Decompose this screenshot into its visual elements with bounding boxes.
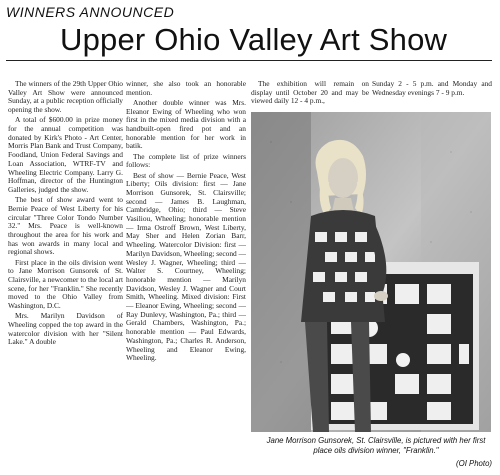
article-column-3 xyxy=(251,80,369,108)
photo-credit: (OI Photo) xyxy=(456,459,492,468)
paragraph: First place in the oils division went to Jane Morrison Gunsorek of St. Clairsville, a newcomer to the local art scene, for her "Franklin." She recently moved to the Ohio Valley from Washington, D.C. xyxy=(8,257,123,311)
kicker: WINNERS ANNOUNCED xyxy=(6,4,175,20)
headline-rule xyxy=(6,60,492,61)
paragraph: The best of show award went to Bernie Peace of West Liberty for his circular "Three Color Tondo Number 32." Mrs. Peace is well-known throughout the area for his work and has won awards in many local and regional shows. xyxy=(8,195,123,257)
paragraph: Sunday 2 - 5 p.m. and Monday and Wednesday evenings 7 - 9 p.m. xyxy=(372,80,492,97)
paragraph: Best of show — Bernie Peace, West Liberty; Oils division: first — Jane Morrison Gunsorek, St. Clairsville; second — James B. Laughman, Cambridge, Ohio; third — Steve Vasiliou, Wheeling; honorable mention — Irma Ostroff Brown, West Liberty, May Sher and Helen Zorian Barr, Wheeling. Watercolor Division: first — Marilyn Davidson, Wheeling; second — Wesley J. Wagner, Wheeling; third — Walter S. Courtney, Wheeling; honorable mention — Marilyn Davidson, Wesley J. Wagner and Court Smith, Wheeling. Mixed division: First — Eleanor Ewing, Wheeling; second — Ray Dunlevy, Washington, Pa.; third — Gerald Chambers, Washington, Pa.; honorable mention — Paul Edwards, Washington, Pa.; Charles R. Anderson, Wheeling and Eleanor Ewing, Wheeling. xyxy=(126,170,246,363)
headline: Upper Ohio Valley Art Show xyxy=(60,22,448,57)
paragraph: Another double winner was Mrs. Eleanor Ewing of Wheeling who won first in the mixed media division with a handbuilt-open fired pot and an honorable mention for her work in batik. xyxy=(126,97,246,151)
article-column-1 xyxy=(8,80,123,458)
article-column-2 xyxy=(126,80,246,440)
photo-illustration xyxy=(251,112,491,432)
photo-caption: Jane Morrison Gunsorek, St. Clairsville, is pictured with her first place oils division winner, "Franklin." xyxy=(266,436,486,455)
news-photo xyxy=(251,112,491,432)
paragraph: The winners of the 29th Upper Ohio Valley Art Show were announced Sunday, at a public reception officially opening the show. xyxy=(8,80,123,115)
paragraph: A total of $600.00 in prize money for the annual competition was donated by Kirk's Photo - Art Center, Morris Plan Bank and Trust Company, Foodland, Union Federal Savings and Loan Association, WTRF-TV and Wheeling Electric Company. Larry G. Hoffman, director of the Huntington Galleries, judged the show. xyxy=(8,115,123,194)
paragraph: The exhibition will remain on display until October 20 and may be viewed daily 12 - 4 p.m., xyxy=(251,80,369,106)
paragraph: The complete list of prize winners follows: xyxy=(126,151,246,170)
article-column-4 xyxy=(372,80,492,108)
paragraph: Mrs. Marilyn Davidson of Wheeling copped the top award in the watercolor division with her "Silent Lake." A double xyxy=(8,311,123,347)
paragraph: winner, she also took an honorable mention. xyxy=(126,80,246,97)
